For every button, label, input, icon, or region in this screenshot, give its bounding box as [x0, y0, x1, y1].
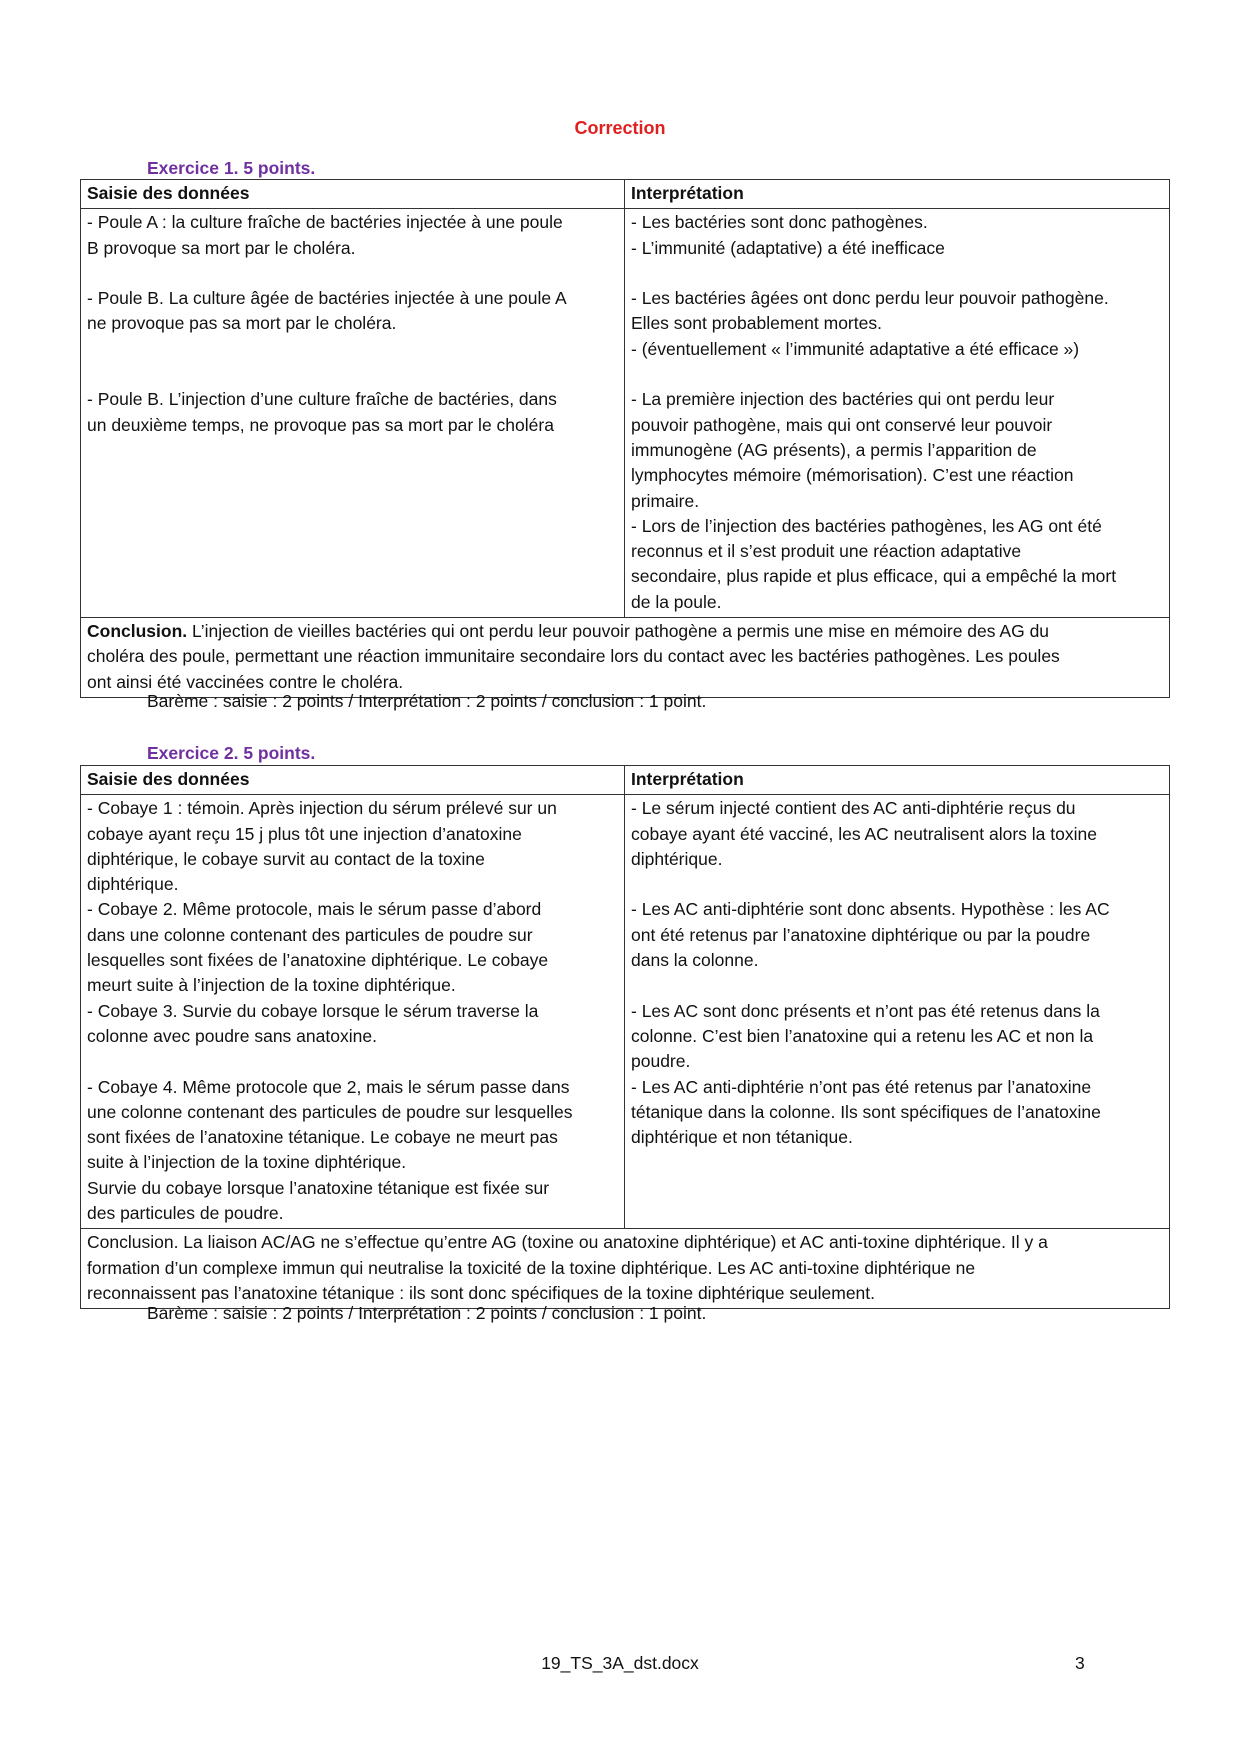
header-interpretation: Interprétation	[625, 766, 1170, 795]
conclusion-row	[81, 1229, 1170, 1309]
text-line: - Poule B. La culture âgée de bactéries injectée à une poule A	[87, 288, 567, 309]
interpretation-cell	[625, 209, 1170, 618]
text-line: diphtérique et non tétanique.	[631, 1127, 853, 1148]
exercise-2-table	[80, 765, 1170, 1309]
saisie-cell	[81, 795, 625, 1229]
header-saisie: Saisie des données	[81, 180, 625, 209]
conclusion-cell	[81, 618, 1170, 698]
exercise-2-bareme: Barème : saisie : 2 points / Interprétation : 2 points / conclusion : 1 point.	[147, 1303, 707, 1323]
text-line: - L’immunité (adaptative) a été inefficace	[631, 237, 945, 258]
page-title: Correction	[574, 118, 666, 138]
text-line: lesquelles sont fixées de l’anatoxine diphtérique. Le cobaye	[87, 950, 549, 971]
header-interpretation: Interprétation	[625, 180, 1170, 209]
text-line: - Le sérum injecté contient des AC anti-diphtérie reçus du	[631, 798, 1076, 819]
text-line: diphtérique.	[87, 874, 179, 895]
exercise-1-table	[80, 179, 1170, 698]
text-line: - La première injection des bactéries qui ont perdu leur	[631, 389, 1055, 410]
text-line: reconnaissent pas l’anatoxine tétanique : ils sont donc spécifiques de la toxine diphtérique seulement.	[87, 1282, 876, 1303]
table-row	[81, 209, 1170, 618]
footer-page-number: 3	[1075, 1653, 1085, 1673]
conclusion-row	[81, 618, 1170, 698]
text-line: secondaire, plus rapide et plus efficace, qui a empêché la mort	[631, 566, 1117, 587]
saisie-cell	[81, 209, 625, 618]
text-line: primaire.	[631, 490, 700, 511]
text-line: - Les bactéries sont donc pathogènes.	[631, 212, 928, 233]
text-line: poudre.	[631, 1051, 691, 1072]
text-line: diphtérique, le cobaye survit au contact de la toxine	[87, 848, 485, 869]
table-header-row	[81, 766, 1170, 795]
text-line: dans une colonne contenant des particules de poudre sur	[87, 924, 533, 945]
text-line: - Cobaye 1 : témoin. Après injection du sérum prélevé sur un	[87, 798, 557, 819]
table-header-row	[81, 180, 1170, 209]
text-line: Survie du cobaye lorsque l’anatoxine tétanique est fixée sur	[87, 1177, 550, 1198]
table-row	[81, 795, 1170, 1229]
text-line: choléra des poule, permettant une réaction immunitaire secondaire lors du contact avec les bactéries pathogènes. Les poules	[87, 646, 1060, 667]
footer-filename: 19_TS_3A_dst.docx	[541, 1653, 699, 1673]
text-line: L’injection de vieilles bactéries qui ont perdu leur pouvoir pathogène a permis une mise en mémoire des AG du	[187, 621, 1050, 642]
text-line: de la poule.	[631, 591, 722, 612]
text-line: ont ainsi été vaccinées contre le choléra.	[87, 671, 404, 692]
text-line: diphtérique.	[631, 848, 723, 869]
text-line: ont été retenus par l’anatoxine diphtérique ou par la poudre	[631, 924, 1091, 945]
text-line: - (éventuellement « l’immunité adaptative a été efficace »)	[631, 338, 1080, 359]
text-line: - Les bactéries âgées ont donc perdu leur pouvoir pathogène.	[631, 288, 1109, 309]
text-line: colonne avec poudre sans anatoxine.	[87, 1025, 377, 1046]
text-line: - Les AC sont donc présents et n’ont pas été retenus dans la	[631, 1000, 1100, 1021]
text-line: - Cobaye 2. Même protocole, mais le sérum passe d’abord	[87, 899, 542, 920]
text-line: - Les AC anti-diphtérie n’ont pas été retenus par l’anatoxine	[631, 1076, 1092, 1097]
text-line: un deuxième temps, ne provoque pas sa mort par le choléra	[87, 414, 554, 435]
text-line: colonne. C’est bien l’anatoxine qui a retenu les AC et non la	[631, 1025, 1094, 1046]
exercise-1-bareme: Barème : saisie : 2 points / Interprétation : 2 points / conclusion : 1 point.	[147, 691, 707, 711]
text-line: B provoque sa mort par le choléra.	[87, 237, 356, 258]
text-line: - Poule A : la culture fraîche de bactéries injectée à une poule	[87, 212, 563, 233]
text-line: des particules de poudre.	[87, 1203, 284, 1224]
conclusion-label: Conclusion.	[87, 621, 188, 642]
text-line: - Cobaye 4. Même protocole que 2, mais le sérum passe dans	[87, 1076, 570, 1097]
conclusion-cell	[81, 1229, 1170, 1309]
text-line: dans la colonne.	[631, 950, 759, 971]
text-line: cobaye ayant été vacciné, les AC neutralisent alors la toxine	[631, 823, 1097, 844]
text-line: Conclusion. La liaison AC/AG ne s’effectue qu’entre AG (toxine ou anatoxine diphtérique) et AC anti-toxine diphtérique. Il y a	[87, 1232, 1048, 1253]
header-saisie: Saisie des données	[81, 766, 625, 795]
exercise-2-heading: Exercice 2. 5 points.	[147, 743, 316, 763]
text-line: immunogène (AG présents), a permis l’apparition de	[631, 439, 1037, 460]
text-line: - Les AC anti-diphtérie sont donc absents. Hypothèse : les AC	[631, 899, 1110, 920]
text-line: ne provoque pas sa mort par le choléra.	[87, 313, 397, 334]
text-line: suite à l’injection de la toxine diphtérique.	[87, 1152, 407, 1173]
text-line: reconnus et il s’est produit une réaction adaptative	[631, 541, 1022, 562]
text-line: une colonne contenant des particules de poudre sur lesquelles	[87, 1101, 573, 1122]
text-line: lymphocytes mémoire (mémorisation). C’est une réaction	[631, 465, 1074, 486]
exercise-1-heading: Exercice 1. 5 points.	[147, 158, 316, 178]
text-line: Elles sont probablement mortes.	[631, 313, 882, 334]
text-line: cobaye ayant reçu 15 j plus tôt une injection d’anatoxine	[87, 823, 522, 844]
text-line: tétanique dans la colonne. Ils sont spécifiques de l’anatoxine	[631, 1101, 1101, 1122]
text-line: meurt suite à l’injection de la toxine diphtérique.	[87, 975, 456, 996]
interpretation-cell	[625, 795, 1170, 1229]
text-line: pouvoir pathogène, mais qui ont conservé leur pouvoir	[631, 414, 1053, 435]
text-line: - Lors de l’injection des bactéries pathogènes, les AG ont été	[631, 515, 1102, 536]
text-line: formation d’un complexe immun qui neutralise la toxicité de la toxine diphtérique. Les AC anti-toxine diphtérique ne	[87, 1257, 976, 1278]
text-line: sont fixées de l’anatoxine tétanique. Le cobaye ne meurt pas	[87, 1127, 558, 1148]
text-line: - Poule B. L’injection d’une culture fraîche de bactéries, dans	[87, 389, 557, 410]
text-line: - Cobaye 3. Survie du cobaye lorsque le sérum traverse la	[87, 1000, 539, 1021]
